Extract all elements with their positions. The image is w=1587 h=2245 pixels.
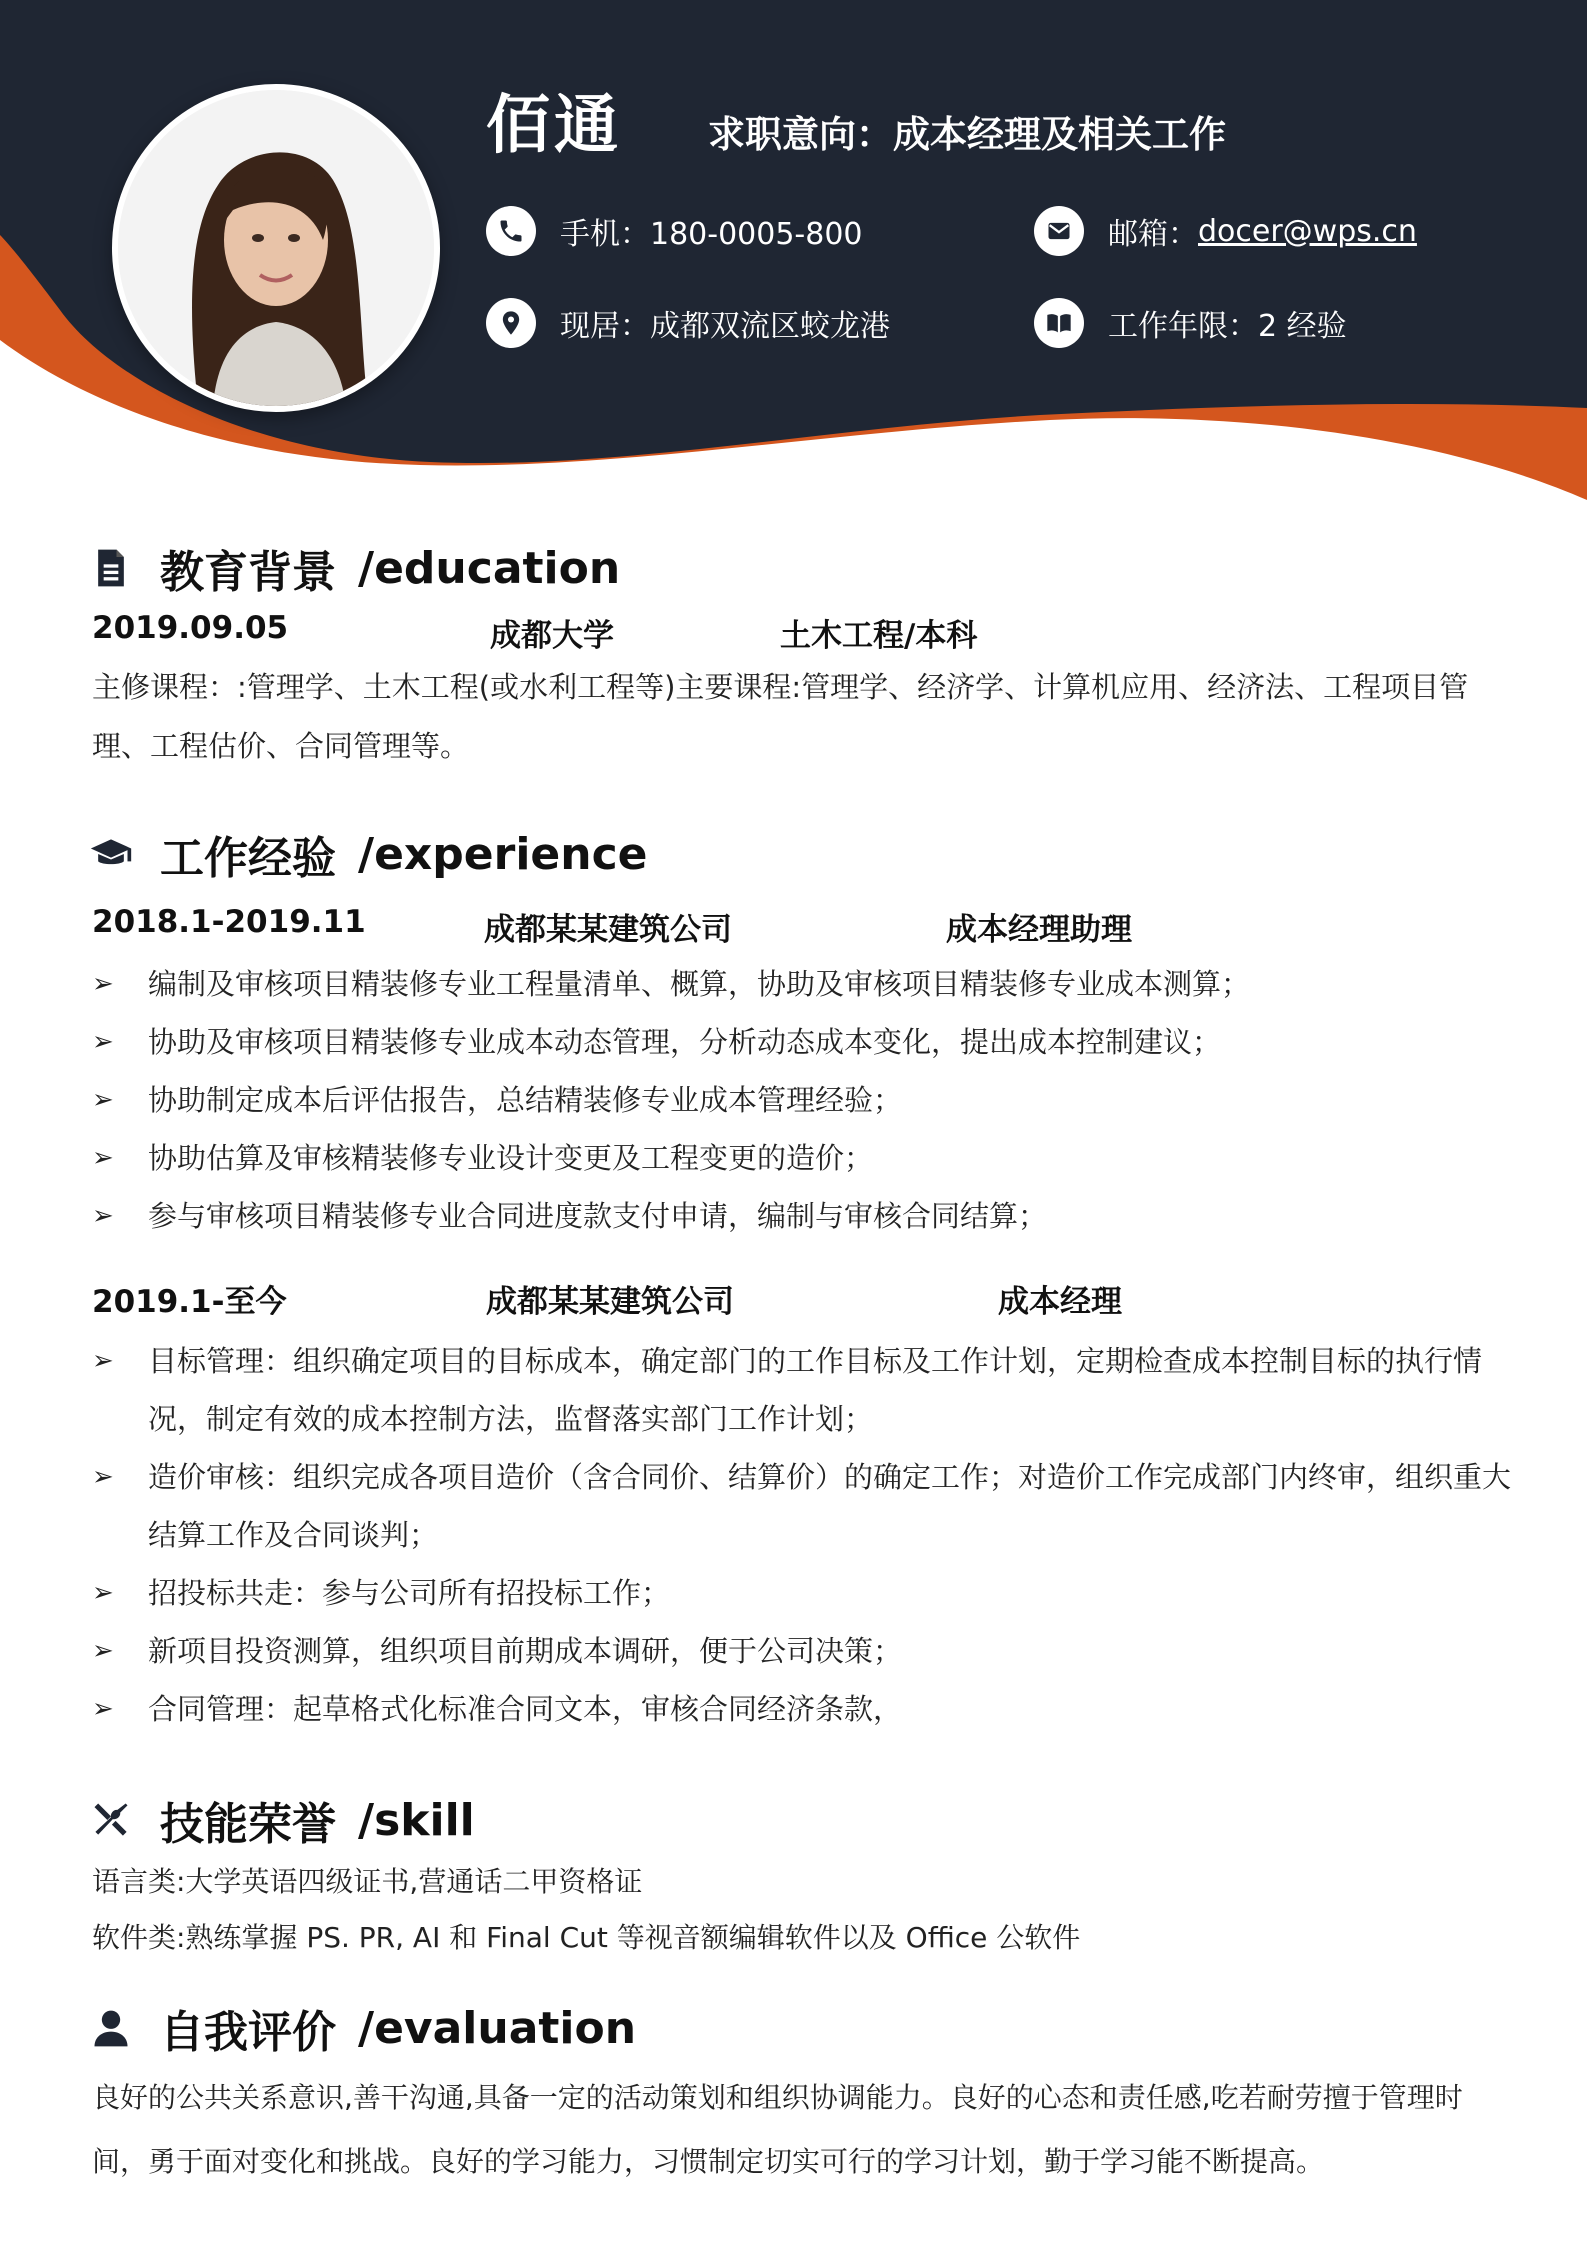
evaluation-title: 自我评价 — [160, 2007, 336, 2058]
contact-phone — [486, 206, 863, 256]
education-title: 教育背景 — [160, 547, 336, 598]
job-role: 成本经理助理 — [946, 912, 1132, 948]
education-courses: 主修课程：:管理学、土木工程(或水利工程等)主要课程:管理学、经济学、计算机应用、经济法、工程项目管理、工程估价、合同管理等。 — [92, 670, 1469, 763]
bullet-arrow-icon: ➢ — [92, 1143, 114, 1173]
education-major: 土木工程/本科 — [780, 618, 978, 654]
contact-email — [1034, 206, 1417, 256]
job-period: 2018.1-2019.11 — [92, 904, 366, 940]
bullet-arrow-icon: ➢ — [92, 1346, 114, 1376]
bullet-arrow-icon: ➢ — [92, 1085, 114, 1115]
experience-title-en: /experience — [358, 828, 648, 880]
education-section-title — [88, 536, 620, 600]
job-objective: 求职意向：成本经理及相关工作 — [708, 113, 1226, 156]
phone-icon — [486, 206, 536, 256]
skill-title-en: /skill — [358, 1794, 475, 1846]
list-item: ➢ 合同管理：起草格式化标准合同文本，审核合同经济条款， — [92, 1680, 1512, 1738]
skill-language: 语言类:大学英语四级证书,营通话二甲资格证 — [92, 1865, 643, 1898]
education-school: 成都大学 — [490, 618, 614, 654]
bullet-arrow-icon: ➢ — [92, 969, 114, 999]
contact-experience — [1034, 298, 1347, 348]
list-item: ➢ 协助及审核项目精装修专业成本动态管理，分析动态成本变化，提出成本控制建议； — [92, 1013, 1512, 1071]
job-period: 2019.1-至今 — [92, 1284, 287, 1320]
job-company: 成都某某建筑公司 — [486, 1284, 734, 1320]
evaluation-title-en: /evaluation — [358, 2002, 637, 2054]
phone-text: 手机：180-0005-800 — [560, 217, 863, 252]
bullet-arrow-icon: ➢ — [92, 1201, 114, 1231]
list-item: ➢ 目标管理：组织确定项目的目标成本，确定部门的工作目标及工作计划，定期检查成本控制目标的执行情况，制定有效的成本控制方法，监督落实部门工作计划； — [92, 1332, 1512, 1448]
contact-address — [486, 298, 890, 348]
evaluation-text: 良好的公共关系意识,善干沟通,具备一定的活动策划和组织协调能力。良好的心态和责任感,吃若耐劳擅于管理时间，勇于面对变化和挑战。良好的学习能力，习惯制定切实可行的学习计划，勤于学习能不断提高。 — [92, 2081, 1463, 2178]
mail-icon — [1034, 206, 1084, 256]
bullet-arrow-icon: ➢ — [92, 1578, 114, 1608]
bullet-arrow-icon: ➢ — [92, 1462, 114, 1492]
list-item: ➢ 协助估算及审核精装修专业设计变更及工程变更的造价； — [92, 1129, 1512, 1187]
bullet-arrow-icon: ➢ — [92, 1636, 114, 1666]
address-text: 现居：成都双流区蛟龙港 — [560, 309, 890, 344]
education-date: 2019.09.05 — [92, 610, 289, 646]
experience-section-title — [88, 822, 648, 886]
open-book-icon — [1034, 298, 1084, 348]
bullet-arrow-icon: ➢ — [92, 1694, 114, 1724]
tools-icon — [88, 1797, 134, 1843]
list-item: ➢ 造价审核：组织完成各项目造价（含合同价、结算价）的确定工作；对造价工作完成部门内终审，组织重大结算工作及合同谈判； — [92, 1448, 1512, 1564]
experience-title: 工作经验 — [160, 833, 336, 884]
skill-title: 技能荣誉 — [160, 1799, 336, 1850]
candidate-name: 佰通 — [486, 89, 622, 163]
job-duties-list — [92, 955, 1512, 1245]
profile-photo — [112, 84, 440, 412]
user-icon — [88, 2005, 134, 2051]
skill-section-title — [88, 1788, 475, 1852]
list-item: ➢ 招投标共走：参与公司所有招投标工作； — [92, 1564, 1512, 1622]
experience-years-text: 工作年限：2 经验 — [1108, 309, 1347, 344]
list-item: ➢ 协助制定成本后评估报告，总结精装修专业成本管理经验； — [92, 1071, 1512, 1129]
education-title-en: /education — [358, 542, 621, 594]
bullet-arrow-icon: ➢ — [92, 1027, 114, 1057]
location-pin-icon — [486, 298, 536, 348]
evaluation-section-title — [88, 1996, 636, 2060]
job-role: 成本经理 — [998, 1284, 1122, 1320]
list-item: ➢ 新项目投资测算，组织项目前期成本调研，便于公司决策； — [92, 1622, 1512, 1680]
skill-software: 软件类:熟练掌握 PS. PR, AI 和 Final Cut 等视音额编辑软件以及 Office 公软件 — [92, 1921, 1081, 1954]
job-duties-list — [92, 1332, 1512, 1738]
job-company: 成都某某建筑公司 — [484, 912, 732, 948]
graduation-cap-icon — [88, 831, 134, 877]
email-label: 邮箱： — [1108, 217, 1198, 252]
email-link[interactable]: docer@wps.cn — [1198, 213, 1417, 249]
document-icon — [88, 545, 134, 591]
list-item: ➢ 参与审核项目精装修专业合同进度款支付申请，编制与审核合同结算； — [92, 1187, 1512, 1245]
list-item: ➢ 编制及审核项目精装修专业工程量清单、概算，协助及审核项目精装修专业成本测算； — [92, 955, 1512, 1013]
